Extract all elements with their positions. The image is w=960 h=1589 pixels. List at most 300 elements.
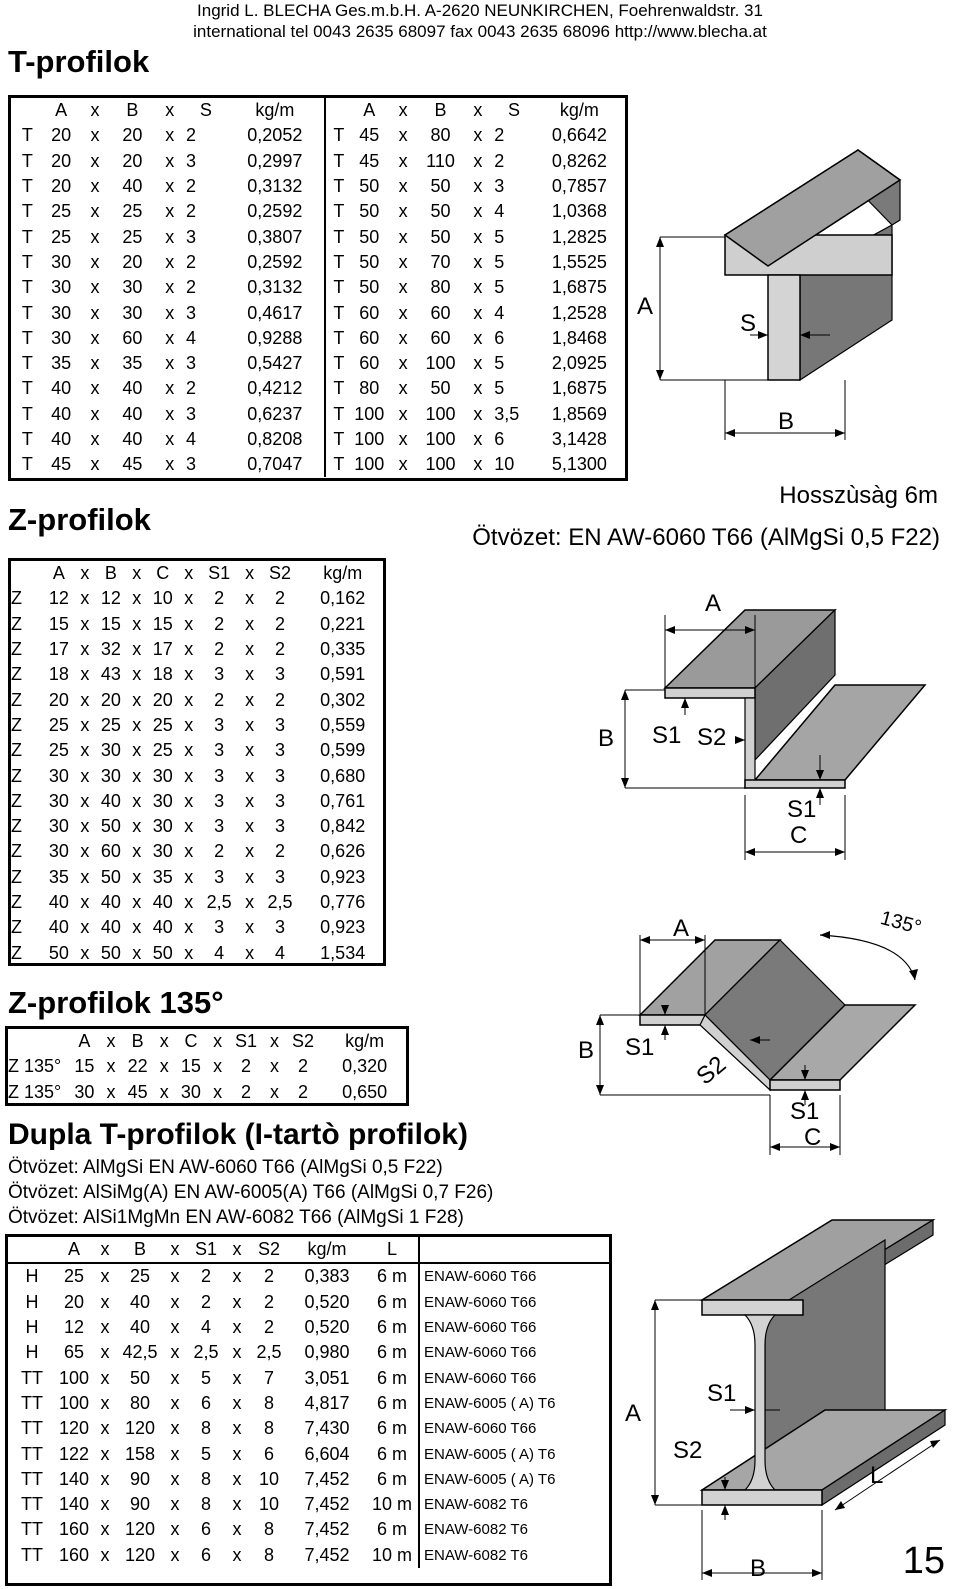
length: 6 m bbox=[376, 1367, 407, 1388]
dim-s: 5 bbox=[494, 353, 505, 374]
profile-type: T bbox=[333, 251, 345, 272]
col-header: A bbox=[52, 563, 65, 584]
dim-b: 32 bbox=[100, 639, 121, 660]
dim-b: 25 bbox=[122, 226, 143, 247]
dim-b: 110 bbox=[426, 150, 455, 171]
weight: 7,430 bbox=[304, 1418, 350, 1439]
weight: 7,452 bbox=[304, 1519, 350, 1540]
col-header: C bbox=[184, 1031, 198, 1052]
t-profile-table bbox=[8, 95, 628, 481]
table-row bbox=[8, 1290, 609, 1315]
dim-a: 50 bbox=[359, 277, 380, 298]
profile-type: TT bbox=[21, 1544, 43, 1565]
dim-a: 100 bbox=[58, 1392, 90, 1413]
dim-s2: 2 bbox=[263, 1266, 274, 1287]
col-header: B bbox=[126, 100, 139, 121]
dim-a: 40 bbox=[48, 917, 69, 938]
profile-type: T bbox=[333, 429, 345, 449]
weight: 0,626 bbox=[320, 841, 366, 862]
separator-x: x bbox=[473, 403, 483, 424]
dim-s1: 3 bbox=[214, 790, 225, 811]
separator-x: x bbox=[165, 176, 175, 197]
profile-type: T bbox=[21, 429, 33, 449]
weight: 1,6875 bbox=[551, 277, 607, 298]
dim-s1: 4 bbox=[200, 1317, 211, 1338]
dim-c: 40 bbox=[152, 917, 173, 938]
separator-x: x bbox=[184, 816, 194, 837]
separator-x: x bbox=[232, 1494, 242, 1515]
z135-label-angle: 135° bbox=[877, 907, 924, 939]
dim-s2: 3 bbox=[275, 765, 286, 786]
separator-x: x bbox=[398, 125, 408, 146]
dim-s2: 2 bbox=[298, 1081, 309, 1102]
dim-c: 10 bbox=[152, 588, 173, 609]
separator-x: x bbox=[90, 353, 100, 374]
weight: 0,162 bbox=[320, 588, 366, 609]
dim-s: 2 bbox=[186, 125, 197, 146]
weight: 0,3132 bbox=[226, 275, 325, 300]
alloy-grade: ENAW-6060 T66 bbox=[419, 1315, 609, 1340]
dim-b: 20 bbox=[122, 125, 143, 146]
dim-a: 12 bbox=[63, 1317, 85, 1338]
dim-s2: 10 bbox=[258, 1468, 280, 1489]
profile-type: T bbox=[21, 353, 33, 374]
dim-s2: 4 bbox=[275, 942, 286, 963]
separator-x: x bbox=[100, 1468, 110, 1489]
separator-x: x bbox=[165, 353, 175, 374]
table-row bbox=[8, 1054, 406, 1079]
table-header-row bbox=[11, 98, 625, 123]
dim-s1: 6 bbox=[200, 1392, 211, 1413]
separator-x: x bbox=[170, 1519, 180, 1540]
dim-s: 3 bbox=[186, 353, 197, 374]
profile-type: T bbox=[21, 403, 33, 424]
i-section-title: Dupla T-profilok (I-tartò profilok) bbox=[8, 1118, 468, 1151]
separator-x: x bbox=[90, 403, 100, 424]
dim-a: 30 bbox=[51, 277, 72, 298]
dim-b: 80 bbox=[129, 1392, 151, 1413]
profile-type: Z 135° bbox=[8, 1056, 62, 1077]
alloy-grade: ENAW-6060 T66 bbox=[419, 1416, 609, 1441]
dim-b: 120 bbox=[124, 1519, 156, 1540]
separator-x: x bbox=[90, 251, 100, 272]
separator-x: x bbox=[473, 125, 483, 146]
profile-type: H bbox=[25, 1291, 39, 1312]
profile-type: Z bbox=[11, 664, 22, 685]
dim-a: 160 bbox=[58, 1544, 90, 1565]
separator-x: x bbox=[473, 176, 483, 197]
separator-x: x bbox=[132, 664, 142, 685]
dim-s: 3 bbox=[494, 176, 505, 197]
separator-x: x bbox=[213, 1056, 223, 1077]
table-row bbox=[11, 199, 625, 224]
dim-b: 30 bbox=[100, 740, 121, 761]
table-row bbox=[8, 1340, 609, 1365]
dim-a: 30 bbox=[48, 816, 69, 837]
profile-type: TT bbox=[21, 1519, 43, 1540]
dim-s: 5 bbox=[494, 277, 505, 298]
dim-s: 4 bbox=[494, 201, 505, 222]
dim-s: 4 bbox=[494, 302, 505, 323]
separator-x: x bbox=[132, 639, 142, 660]
separator-x: x bbox=[90, 378, 100, 399]
table-row bbox=[11, 612, 383, 637]
dim-b: 20 bbox=[122, 150, 143, 171]
dim-c: 15 bbox=[152, 613, 173, 634]
spacer bbox=[419, 1237, 609, 1263]
col-header: x bbox=[106, 1031, 116, 1052]
dim-b: 50 bbox=[430, 226, 451, 247]
dim-a: 122 bbox=[58, 1443, 90, 1464]
separator-x: x bbox=[184, 613, 194, 634]
table-row bbox=[11, 915, 383, 940]
dim-s1: 5 bbox=[200, 1367, 211, 1388]
dim-b: 40 bbox=[122, 429, 143, 449]
dim-a: 20 bbox=[51, 150, 72, 171]
dim-a: 40 bbox=[51, 403, 72, 424]
separator-x: x bbox=[184, 588, 194, 609]
dim-a: 40 bbox=[48, 892, 69, 912]
profile-type: T bbox=[333, 150, 345, 171]
profile-type: Z bbox=[11, 740, 22, 761]
dim-a: 17 bbox=[48, 639, 69, 660]
separator-x: x bbox=[106, 1056, 116, 1077]
col-header: A bbox=[78, 1031, 91, 1052]
profile-type: T bbox=[333, 176, 345, 197]
dim-b: 25 bbox=[122, 201, 143, 222]
dim-s: 3,5 bbox=[494, 403, 520, 424]
weight: 3,1428 bbox=[551, 429, 607, 449]
separator-x: x bbox=[184, 664, 194, 685]
table-row bbox=[8, 1391, 609, 1416]
dim-s2: 2 bbox=[275, 689, 286, 710]
separator-x: x bbox=[159, 1081, 169, 1102]
col-header: S2 bbox=[268, 563, 292, 584]
separator-x: x bbox=[80, 816, 90, 837]
table-header-row bbox=[8, 1029, 406, 1054]
dim-b: 22 bbox=[127, 1056, 148, 1077]
separator-x: x bbox=[184, 790, 194, 811]
weight: 1,5525 bbox=[551, 251, 607, 272]
profile-type: Z 135° bbox=[8, 1081, 62, 1102]
spacer bbox=[11, 561, 41, 586]
dim-s2: 3 bbox=[275, 664, 286, 685]
weight: 0,980 bbox=[304, 1342, 350, 1363]
separator-x: x bbox=[398, 302, 408, 323]
dim-s1: 2 bbox=[200, 1266, 211, 1287]
table-row bbox=[11, 662, 383, 687]
separator-x: x bbox=[473, 226, 483, 247]
z-label-s2: S2 bbox=[697, 724, 727, 751]
profile-type: T bbox=[333, 403, 345, 424]
dim-a: 25 bbox=[51, 201, 72, 222]
weight: 0,4617 bbox=[226, 300, 325, 325]
separator-x: x bbox=[100, 1342, 110, 1363]
t-profile-diagram bbox=[630, 140, 950, 450]
separator-x: x bbox=[245, 765, 255, 786]
table-row bbox=[8, 1416, 609, 1441]
col-header: S bbox=[508, 100, 521, 121]
separator-x: x bbox=[398, 150, 408, 171]
dim-s2: 2 bbox=[263, 1317, 274, 1338]
dim-s2: 3 bbox=[275, 740, 286, 761]
profile-type: T bbox=[21, 226, 33, 247]
col-header: B bbox=[133, 1239, 146, 1260]
separator-x: x bbox=[184, 892, 194, 912]
dim-b: 50 bbox=[129, 1367, 151, 1388]
dim-a: 60 bbox=[359, 302, 380, 323]
spacer bbox=[11, 98, 44, 123]
profile-type: T bbox=[21, 302, 33, 323]
length: 6 m bbox=[376, 1291, 407, 1312]
table-row bbox=[11, 427, 625, 452]
dim-s2: 2 bbox=[298, 1056, 309, 1077]
separator-x: x bbox=[90, 454, 100, 475]
dim-b: 40 bbox=[122, 378, 143, 399]
separator-x: x bbox=[165, 251, 175, 272]
dim-c: 18 bbox=[152, 664, 173, 685]
table-row bbox=[11, 814, 383, 839]
table-row bbox=[11, 275, 625, 300]
weight: 0,776 bbox=[320, 892, 366, 912]
separator-x: x bbox=[473, 150, 483, 171]
separator-x: x bbox=[170, 1392, 180, 1413]
dim-b: 40 bbox=[122, 403, 143, 424]
t-section-title: T-profilok bbox=[8, 44, 150, 79]
z-label-b: B bbox=[598, 725, 615, 752]
separator-x: x bbox=[245, 841, 255, 862]
weight: 1,2528 bbox=[551, 302, 607, 323]
i-label-b: B bbox=[750, 1555, 767, 1582]
profile-type: T bbox=[333, 125, 345, 146]
dim-s: 5 bbox=[494, 378, 505, 399]
separator-x: x bbox=[398, 378, 408, 399]
col-header: B bbox=[434, 100, 447, 121]
profile-type: Z bbox=[11, 588, 22, 609]
dim-a: 25 bbox=[48, 714, 69, 735]
dim-s1: 6 bbox=[200, 1519, 211, 1540]
dim-a: 18 bbox=[48, 664, 69, 685]
weight: 0,7857 bbox=[551, 176, 607, 197]
separator-x: x bbox=[165, 125, 175, 146]
separator-x: x bbox=[245, 892, 255, 912]
separator-x: x bbox=[90, 277, 100, 298]
profile-type: Z bbox=[11, 841, 22, 862]
weight: 0,335 bbox=[320, 639, 366, 660]
dim-s2: 2 bbox=[263, 1291, 274, 1312]
separator-x: x bbox=[100, 1291, 110, 1312]
separator-x: x bbox=[232, 1291, 242, 1312]
profile-type: T bbox=[21, 327, 33, 348]
weight: 0,923 bbox=[320, 917, 366, 938]
weight: 0,2592 bbox=[226, 199, 325, 224]
dim-b: 42,5 bbox=[122, 1342, 158, 1363]
table-row bbox=[11, 865, 383, 890]
separator-x: x bbox=[184, 689, 194, 710]
separator-x: x bbox=[165, 327, 175, 348]
i-profile-table bbox=[5, 1234, 612, 1586]
dim-a: 25 bbox=[51, 226, 72, 247]
length: 6 m bbox=[376, 1418, 407, 1439]
dim-a: 50 bbox=[359, 226, 380, 247]
dim-b: 35 bbox=[122, 353, 143, 374]
separator-x: x bbox=[132, 765, 142, 786]
profile-type: Z bbox=[11, 942, 22, 963]
table-row bbox=[11, 839, 383, 864]
dim-b: 80 bbox=[430, 125, 451, 146]
separator-x: x bbox=[245, 639, 255, 660]
dim-s2: 7 bbox=[263, 1367, 274, 1388]
profile-type: T bbox=[21, 125, 33, 146]
spacer bbox=[8, 1029, 66, 1054]
separator-x: x bbox=[132, 790, 142, 811]
separator-x: x bbox=[245, 714, 255, 735]
separator-x: x bbox=[232, 1266, 242, 1287]
dim-s1: 2 bbox=[214, 613, 225, 634]
col-header: x bbox=[184, 563, 194, 584]
col-header: x bbox=[213, 1031, 223, 1052]
separator-x: x bbox=[232, 1468, 242, 1489]
dim-a: 120 bbox=[58, 1418, 90, 1439]
dim-b: 70 bbox=[430, 251, 451, 272]
weight: 0,2997 bbox=[226, 149, 325, 174]
weight: 0,4212 bbox=[226, 376, 325, 401]
separator-x: x bbox=[270, 1056, 280, 1077]
weight: 0,761 bbox=[320, 790, 366, 811]
profile-type: Z bbox=[11, 917, 22, 938]
dim-a: 50 bbox=[359, 176, 380, 197]
dim-b: 25 bbox=[129, 1266, 151, 1287]
table-row bbox=[8, 1517, 609, 1542]
dim-b: 50 bbox=[430, 378, 451, 399]
table-row bbox=[11, 351, 625, 376]
table-header-row bbox=[8, 1237, 609, 1263]
separator-x: x bbox=[398, 353, 408, 374]
table-row bbox=[11, 123, 625, 148]
separator-x: x bbox=[100, 1266, 110, 1287]
dim-b: 50 bbox=[100, 942, 121, 963]
t-label-b: B bbox=[778, 408, 795, 435]
separator-x: x bbox=[100, 1392, 110, 1413]
separator-x: x bbox=[232, 1418, 242, 1439]
dim-a: 20 bbox=[63, 1291, 85, 1312]
alloy-grade: ENAW-6082 T6 bbox=[419, 1492, 609, 1517]
dim-b: 40 bbox=[100, 790, 121, 811]
col-header: S1 bbox=[235, 1031, 258, 1052]
dim-a: 30 bbox=[48, 765, 69, 786]
profile-type: TT bbox=[21, 1443, 43, 1464]
separator-x: x bbox=[473, 277, 483, 298]
i-label-l: L bbox=[870, 1462, 884, 1489]
dim-b: 15 bbox=[100, 613, 121, 634]
weight: 0,221 bbox=[320, 613, 366, 634]
z135-section-title: Z-profilok 135° bbox=[8, 985, 224, 1020]
dim-s1: 2,5 bbox=[206, 892, 232, 912]
separator-x: x bbox=[132, 689, 142, 710]
dim-s: 2 bbox=[494, 150, 505, 171]
separator-x: x bbox=[245, 917, 255, 938]
separator-x: x bbox=[398, 403, 408, 424]
separator-x: x bbox=[80, 714, 90, 735]
dim-s2: 8 bbox=[263, 1544, 274, 1565]
dim-b: 90 bbox=[129, 1494, 151, 1515]
profile-type: H bbox=[25, 1342, 39, 1363]
profile-type: T bbox=[21, 378, 33, 399]
dim-s2: 3 bbox=[275, 866, 286, 887]
i-alloy-note-2: Ötvözet: AlSiMg(A) EN AW-6005(A) T66 (AlMgSi 0,7 F26) bbox=[8, 1182, 494, 1203]
dim-c: 50 bbox=[152, 942, 173, 963]
dim-s1: 3 bbox=[214, 740, 225, 761]
dim-c: 30 bbox=[152, 765, 173, 786]
dim-b: 100 bbox=[425, 353, 456, 374]
weight: 7,452 bbox=[304, 1544, 350, 1565]
weight: 5,1300 bbox=[551, 454, 607, 475]
dim-s1: 5 bbox=[200, 1443, 211, 1464]
dim-c: 20 bbox=[152, 689, 173, 710]
profile-type: TT bbox=[21, 1494, 43, 1515]
table-row bbox=[11, 326, 625, 351]
profile-type: H bbox=[25, 1266, 39, 1287]
profile-type: T bbox=[333, 226, 345, 247]
dim-b: 50 bbox=[430, 201, 451, 222]
separator-x: x bbox=[132, 866, 142, 887]
col-header: C bbox=[156, 563, 170, 584]
col-header: A bbox=[363, 100, 376, 121]
weight: 0,591 bbox=[320, 664, 366, 685]
weight: 0,8262 bbox=[551, 150, 607, 171]
i-label-s1: S1 bbox=[707, 1380, 737, 1407]
dim-b: 120 bbox=[124, 1544, 156, 1565]
dim-c: 25 bbox=[152, 740, 173, 761]
i-profile-diagram bbox=[615, 1215, 955, 1585]
separator-x: x bbox=[80, 588, 90, 609]
dim-s2: 2 bbox=[275, 639, 286, 660]
z-label-c: C bbox=[790, 822, 808, 849]
dim-a: 35 bbox=[48, 866, 69, 887]
table-row bbox=[11, 402, 625, 427]
separator-x: x bbox=[132, 917, 142, 938]
i-alloy-note-1: Ötvözet: AlMgSi EN AW-6060 T66 (AlMgSi 0,5 F22) bbox=[8, 1157, 443, 1178]
col-header: x bbox=[232, 1239, 242, 1260]
table-row bbox=[8, 1365, 609, 1390]
spacer bbox=[8, 1237, 56, 1263]
dim-b: 40 bbox=[129, 1291, 151, 1312]
table-row bbox=[8, 1263, 609, 1289]
weight: 1,8569 bbox=[551, 403, 607, 424]
separator-x: x bbox=[100, 1544, 110, 1565]
separator-x: x bbox=[245, 790, 255, 811]
col-header: S2 bbox=[257, 1239, 281, 1260]
table-row bbox=[8, 1467, 609, 1492]
separator-x: x bbox=[165, 302, 175, 323]
dim-a: 20 bbox=[51, 176, 72, 197]
dim-c: 30 bbox=[152, 790, 173, 811]
separator-x: x bbox=[232, 1519, 242, 1540]
col-header: x bbox=[270, 1031, 280, 1052]
separator-x: x bbox=[398, 454, 408, 475]
separator-x: x bbox=[398, 226, 408, 247]
col-header: kg/m bbox=[345, 1031, 385, 1052]
profile-type: T bbox=[21, 150, 33, 171]
z135-profile-table bbox=[5, 1026, 409, 1106]
dim-a: 25 bbox=[63, 1266, 85, 1287]
separator-x: x bbox=[80, 765, 90, 786]
dim-b: 100 bbox=[425, 454, 456, 475]
profile-type: Z bbox=[11, 816, 22, 837]
dim-c: 30 bbox=[152, 816, 173, 837]
dim-a: 30 bbox=[51, 302, 72, 323]
dim-s1: 4 bbox=[214, 942, 225, 963]
